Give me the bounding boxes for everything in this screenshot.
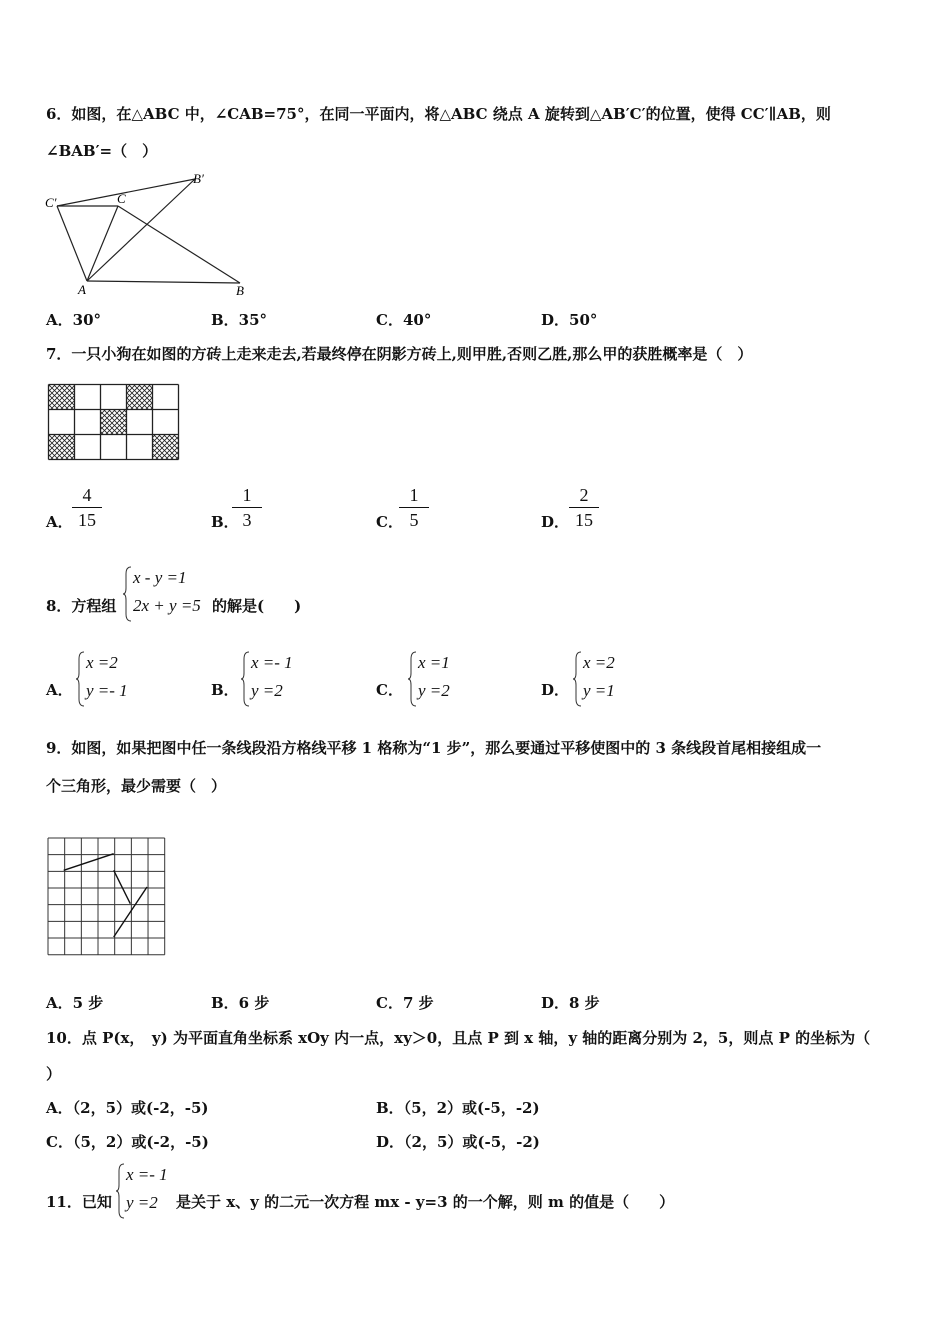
q9-option-a: A．5 步	[46, 994, 104, 1012]
shaded-tile	[49, 385, 75, 410]
shaded-tile	[127, 385, 153, 410]
q8-option-a-label: A．	[46, 681, 73, 699]
q9-option-d: D．8 步	[541, 994, 600, 1012]
denominator: 5	[409, 510, 419, 530]
segment-ac	[87, 206, 118, 281]
q6-option-c: C．40°	[376, 311, 432, 329]
denominator: 15	[575, 510, 593, 530]
line-2: y =- 1	[86, 681, 128, 700]
q6-rotation-figure	[40, 168, 270, 300]
q9-square-grid	[47, 837, 167, 957]
q7-option-c-fraction	[399, 485, 429, 530]
q7-option-c-label: C．	[376, 513, 403, 531]
equation-1: x - y =1	[133, 568, 187, 587]
q8-suffix: 的解是( )	[212, 597, 302, 615]
q8-option-d-label: D．	[541, 681, 570, 699]
q10-option-c: C．（5，2）或(-2，-5)	[46, 1133, 209, 1151]
shaded-tile	[49, 435, 75, 460]
q8-option-b-label: B．	[211, 681, 239, 699]
segment-ab-prime	[87, 179, 195, 281]
q7-option-a-fraction	[72, 485, 102, 530]
numerator: 1	[409, 485, 419, 505]
q10-option-b: B．（5，2）或(-5，-2)	[376, 1099, 540, 1117]
label-b-prime: B′	[193, 171, 204, 186]
q11-prefix: 11．已知	[46, 1193, 112, 1211]
q7-option-a-label: A．	[46, 513, 73, 531]
q6-option-d: D．50°	[541, 311, 598, 329]
q8-option-b-system	[241, 651, 321, 709]
segment-1	[64, 854, 114, 871]
segment-c-prime-b-prime	[57, 179, 195, 206]
label-c: C	[117, 191, 126, 206]
label-a: A	[78, 282, 86, 297]
shaded-tile	[153, 435, 179, 460]
q6-option-b: B．35°	[211, 311, 268, 329]
line-2: y =1	[583, 681, 615, 700]
q11-solution-system	[116, 1163, 176, 1221]
q7-option-b-fraction	[232, 485, 262, 530]
label-c-prime: C′	[45, 195, 57, 210]
line-2: y =2	[126, 1193, 158, 1212]
numerator: 4	[82, 485, 92, 505]
q10-option-a: A．（2，5）或(-2，-5)	[46, 1099, 209, 1117]
equation-2: 2x + y =5	[133, 596, 201, 615]
q8-equation-system	[123, 566, 213, 624]
segment-ab	[87, 281, 240, 283]
q7-option-d-fraction	[569, 485, 599, 530]
q6-text-line2: ∠BAB′=（ ）	[46, 142, 158, 160]
line-1: x =2	[583, 653, 615, 672]
q8-prefix: 8．方程组	[46, 597, 117, 615]
q6-option-a: A．30°	[46, 311, 102, 329]
q7-text: 7．一只小狗在如图的方砖上走来走去,若最终停在阴影方砖上,则甲胜,否则乙胜,那么甲的获胜概率是（ ）	[46, 345, 753, 363]
line-1: x =- 1	[251, 653, 293, 672]
q10-text-line2: ）	[46, 1065, 62, 1083]
denominator: 3	[242, 510, 252, 530]
q9-text-line1: 9．如图，如果把图中任一条线段沿方格线平移 1 格称为“1 步”，那么要通过平移使图中的 3 条线段首尾相接组成一	[46, 739, 822, 757]
q7-option-d-label: D．	[541, 513, 570, 531]
line-1: x =1	[418, 653, 450, 672]
q7-tile-grid	[47, 383, 180, 461]
denominator: 15	[78, 510, 96, 530]
q8-option-d-system	[573, 651, 653, 709]
q10-option-d: D．（2，5）或(-5，-2)	[376, 1133, 540, 1151]
numerator: 1	[242, 485, 252, 505]
q10-text-line1: 10．点 P(x， y) 为平面直角坐标系 xOy 内一点，xy＞0，且点 P 到 x 轴，y 轴的距离分别为 2，5，则点 P 的坐标为（	[46, 1029, 871, 1047]
q9-option-c: C．7 步	[376, 994, 434, 1012]
line-2: y =2	[251, 681, 283, 700]
q11-suffix: 是关于 x、y 的二元一次方程 mx - y=3 的一个解，则 m 的值是（ ）	[176, 1193, 675, 1211]
q9-option-b: B．6 步	[211, 994, 270, 1012]
segment-2	[114, 870, 131, 903]
segment-3	[114, 887, 147, 937]
q9-text-line2: 个三角形，最少需要（ ）	[46, 777, 227, 795]
q8-option-c-label: C．	[376, 681, 403, 699]
q8-option-a-system	[76, 651, 156, 709]
q8-option-c-system	[408, 651, 488, 709]
label-b: B	[236, 283, 244, 298]
segment-cb	[118, 206, 240, 283]
numerator: 2	[579, 485, 589, 505]
segment-ac-prime	[57, 206, 87, 281]
q6-text-line1: 6．如图，在△ABC 中，∠CAB=75°，在同一平面内，将△ABC 绕点 A 旋转到△AB′C′的位置，使得 CC′∥AB，则	[46, 105, 831, 123]
q7-option-b-label: B．	[211, 513, 239, 531]
line-2: y =2	[418, 681, 450, 700]
line-1: x =- 1	[126, 1165, 168, 1184]
shaded-tile	[101, 410, 127, 435]
line-1: x =2	[86, 653, 118, 672]
